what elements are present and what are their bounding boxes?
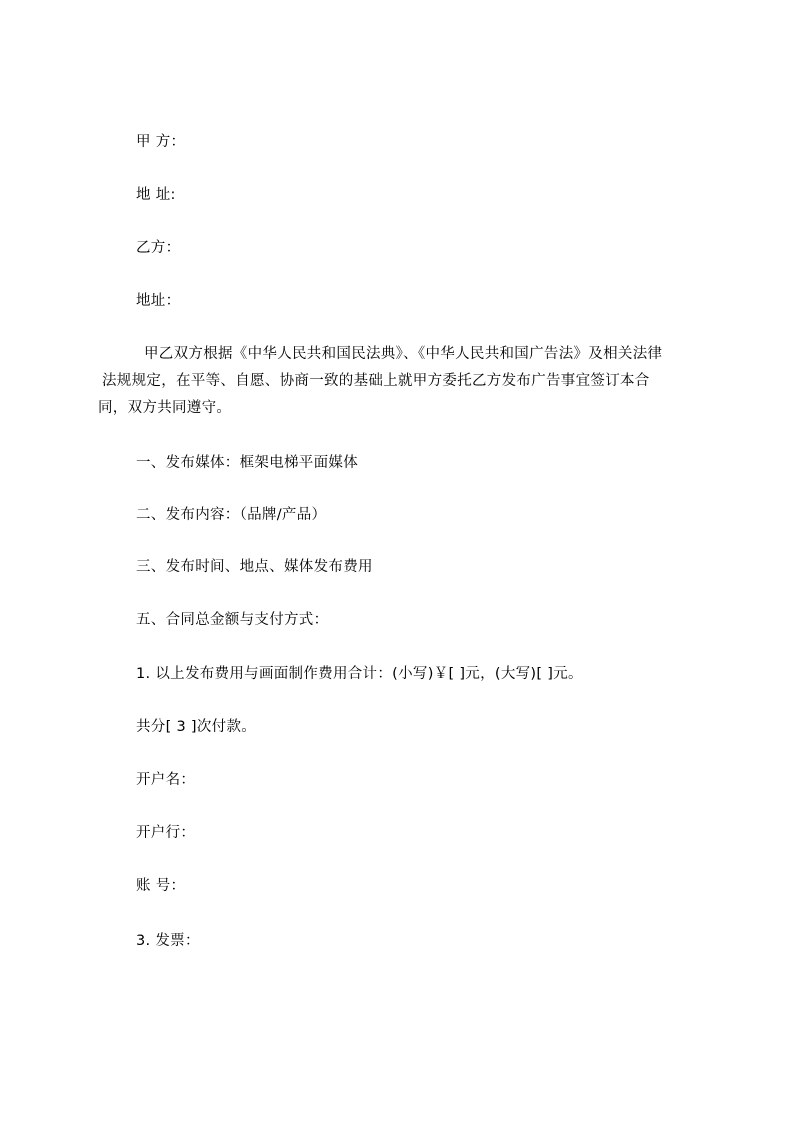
intro-line-3: 同，双方共同遵守。 — [98, 400, 232, 416]
party-b-address-label: 地址： — [136, 293, 181, 309]
section-2-content: 二、发布内容：（品牌/产品） — [136, 507, 327, 523]
account-number-label: 账 号： — [136, 878, 186, 894]
section-5-payment: 五、合同总金额与支付方式： — [136, 612, 329, 628]
account-name-label: 开户名： — [136, 772, 196, 788]
section-3-time-place-fee: 三、发布时间、地点、媒体发布费用 — [136, 559, 373, 575]
party-b-label: 乙方： — [136, 240, 181, 256]
item-1-total-amount: 1. 以上发布费用与画面制作费用合计：(小写)￥[ ]元，(大写)[ ]元。 — [136, 666, 583, 682]
section-1-media: 一、发布媒体：框架电梯平面媒体 — [136, 455, 358, 471]
intro-line-2: 法规规定，在平等、自愿、协商一致的基础上就甲方委托乙方发布广告事宜签订本合 — [102, 373, 650, 389]
item-3-invoice: 3. 发票： — [136, 933, 200, 949]
bank-label: 开户行： — [136, 825, 196, 841]
installments-text: 共分[ 3 ]次付款。 — [136, 719, 257, 735]
party-a-address-label: 地 址: — [136, 187, 176, 203]
intro-line-1: 甲乙双方根据《中华人民共和国民法典》、《中华人民共和国广告法》及相关法律 — [144, 346, 663, 362]
intro-paragraph — [98, 341, 698, 422]
party-a-label: 甲 方： — [136, 134, 186, 150]
